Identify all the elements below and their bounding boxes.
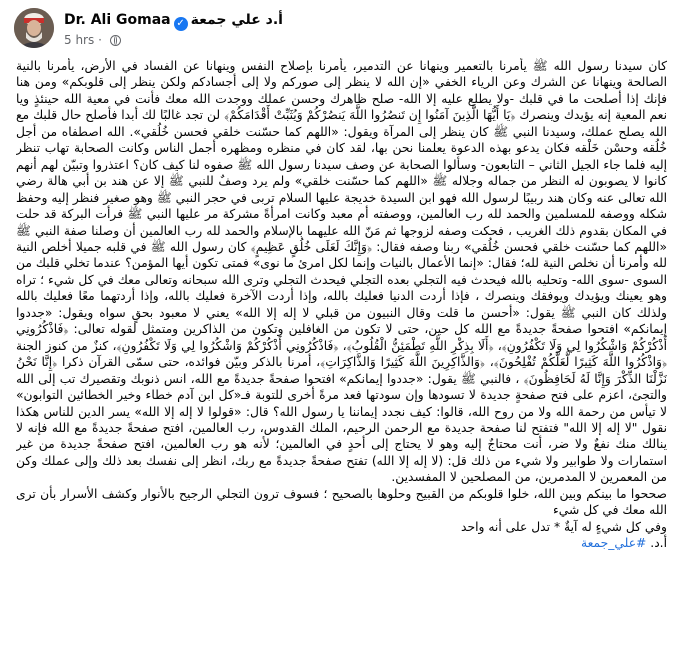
post-paragraph-2: صححوا ما بينكم وبين الله، خلوا قلوبكم من القبيح وحلوها بالصحيح ؛ فسوف ترون التجلي الرجيح بالأنوار وكشف الأسرار بأن ترى الله معك في كل شيء bbox=[16, 486, 667, 518]
post-body bbox=[16, 58, 667, 648]
globe-icon[interactable] bbox=[110, 35, 121, 46]
author-line bbox=[64, 12, 283, 31]
poetry-line: وفي كل شيءٍ له آيةٌ * تدل على أنه واحد bbox=[461, 519, 667, 534]
post-header bbox=[14, 8, 669, 54]
author-name[interactable]: Dr. Ali Gomaa bbox=[64, 12, 171, 28]
meta-separator: · bbox=[98, 33, 102, 47]
signature-line bbox=[16, 535, 667, 551]
verified-badge-icon: ✓ bbox=[174, 17, 188, 31]
post-paragraph-1: كان سيدنا رسول الله ﷺ يأمرنا بالتعمير وينهانا عن التدمير، يأمرنا بإصلاح النفس وينهانا عن الفساد في الأرض، يأمرنا بالنية الصالحة وينهانا عن الشرك وعن الرياء الخفي «إن الله لا ينظر إلى صوركم ولا إلى أجسادكم ولكن ينظر إلى قلوبكم» ومن هنا فإنك إذا أصلحت ما في قلبك -ولا يطلع عليه إلا الله- صلح ظاهرك وحسن عملك ووجدت الله معك فأنت في معية الله حينئذٍ ويا نعم المعية إنه يؤيدك وينصرك ﴿يَا أَيُّهَا الَّذِينَ آمَنُوا إِن تَنصُرُوا اللَّهَ يَنصُرْكُمْ وَيُثَبِّتْ أَقْدَامَكُمْ﴾ لن تجد غالبًا لك أبدا فأصلح حال قلبك مع الله يصلح عملك، وسيدنا النبي ﷺ كان ينظر إلى المرآة ويقول: «اللهم كما حسّنت خلقي فحسن خُلُقي». الله اصطفاه من أجل خُلُقه وحسْن خَلْقه فكان يدعو بهذه الدعوة يعلمنا نحن بها، لقد كان في منظره ومظهره أجمل الناس وكانت الصحابة تهاب تنظر إليه فلما جاء الجيل الثاني – التابعون- وسألوا الصحابة عن وصف سيدنا رسول الله ﷺ صفوه لنا كيف كان؟ اعتذروا وتبيّن لهم أنهم كانوا لا يصوبون له النظر من جماله وجلاله ﷺ «اللهم كما حسّنت خلقي» ولم يرد وصفٌ للنبي ﷺ إلا عن هند بن أبي هالة رضي الله تعالى عنه وكان هند ربيبًا لرسول الله فهو ابن السيدة خديجة عليها السلام تربى في حجر النبي ﷺ وهو صغير فنظر إليه وحفظ شكله ووصفه للمسلمين والحمد لله رب العالمين، ووصفته أم معبد وكانت امرأةً مشركة مر عليها النبي ﷺ فرأت البركة قد حلت في المكان بقدوم ذلك الغريب ، فحكت وصفه لزوجها ثم مَنّ الله عليهما بالإسلام والحمد لله رب العالمين أن وصلنا صفة النبي ﷺ «اللهم كما حسّنت خلقي فحسن خُلُقي» ربنا وصفه فقال: ﴿وَإِنَّكَ لَعَلَى خُلُقٍ عَظِيمٍ﴾ كان رسول الله ﷺ في قلبه جميلا أخلص النية لله وأمرنا أن نخلص النية لله؛ فقال: «إنما الأعمال بالنيات وإنما لكل امرئ ما نوى» فمتى تكون أيها المؤمن؟ عندما تخلي قلبك من السوى -سوى الله- وتحليه بالله فيحدث فيه التجلي بعده التجلي فيحدث التجلي وترى الله سبحانه وتعالى معك في كل شيء ؛ تراه وهو يعينك ويؤيدك ويوفقك وينصرك ، فإذا أردت الدنيا فعليك بالله، وإذا أردت الآخرة فعليك بالله، وإذا أردتهما معًا فعليك بالله ولذلك كان النبي ﷺ يقول: «أحسن ما قلت وقال النبيون من قبلي لا إله إلا الله» يعني لا معبود بحقٍ سواه ويقول: «جددوا إيمانكم» افتحوا صفحةً جديدةً مع الله كل حين، حتى لا تكون من الغافلين وتكون من الذاكرين ومتمثل لقوله تعالى: ﴿فَاذْكُرُونِي أَذْكُرْكُمْ وَاشْكُرُوا لِي وَلَا تَكْفُرُونِ﴾، ﴿أَلَا بِذِكْرِ اللَّهِ تَطْمَئِنُّ الْقُلُوبُ﴾، ﴿فَاذْكُرُونِي أَذْكُرْكُمْ وَاشْكُرُوا لِي وَلَا تَكْفُرُونِ﴾، كنزٌ من كنوز الجنة ﴿وَاذْكُرُوا اللَّهَ كَثِيرًا لَّعَلَّكُمْ تُفْلِحُونَ﴾، ﴿وَالذَّاكِرِينَ اللَّهَ كَثِيرًا وَالذَّاكِرَاتِ﴾، أمرنا بالذكر وبيّن فوائده، حتى سمّى القرآن ذكرا ﴿إِنَّا نَحْنُ نَزَّلْنَا الذِّكْرَ وَإِنَّا لَهُ لَحَافِظُونَ﴾ ، فالنبي ﷺ يقول: «جددوا إيمانكم» افتحوا صفحةً جديدةً مع الله، انس ذنوبك وتقصيرك تب إلى الله والتجئ، اعزم على فتح صفحةٍ جديدة لا تسودها وإن سودتها فعد مرةً أخرى للتوبة فـ«كل ابن آدم خطاء وخير الخطائين التوابون» لا تيأس من رحمة الله ولا من روح الله، قالوا: كيف نجدد إيماننا يا رسول الله؟ قال: «قولوا لا إله إلا الله» يسر الدين للناس هكذا نقول "لا إله إلا الله" فتفتح لنا صفحة جديدة مع الرحمن الرحيم، الملك القدوس، رب العالمين، افتح صفحةً جديدةً مع الله فإنه لا ينالك منك نفعٌ ولا ضر، أنت محتاجٌ إليه وهو لا يحتاج إلى أحدٍ في العالمين؛ لأنه هو رب العالمين، افتح صفحةً جديدة من غير استمارات ولا طوابير ولا شيء من ذلك قل: (لا إله إلا الله) تفتح صفحةً جديدةً مع ربك، انظر إلى نفسك بعد ذلك وإلى عملك وكن من المعمرين لا المدمرين، من المصلحين لا المفسدين. bbox=[16, 59, 667, 485]
signature-prefix: أ.د. bbox=[650, 536, 667, 551]
hashtag-link[interactable]: #علي_جمعة bbox=[581, 536, 647, 551]
avatar-icon[interactable] bbox=[14, 8, 54, 48]
author-name-arabic[interactable]: أ.د علي جمعة bbox=[190, 12, 283, 28]
post-meta bbox=[64, 33, 121, 47]
post-time[interactable]: 5 hrs bbox=[64, 33, 95, 47]
